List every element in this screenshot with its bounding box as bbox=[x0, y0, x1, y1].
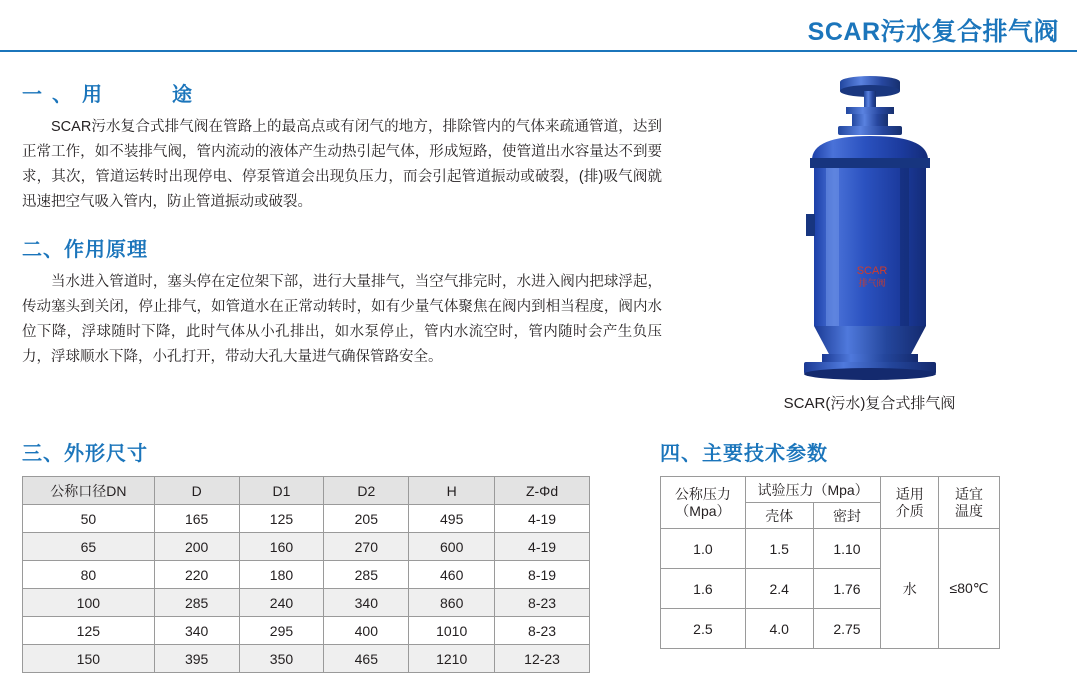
cell-d1: 180 bbox=[239, 561, 324, 589]
param-header-medium-line2: 介质 bbox=[895, 502, 924, 519]
param-header-test-pressure: 试验压力（Mpa） bbox=[745, 477, 881, 503]
param-cell-nominal: 2.5 bbox=[661, 609, 746, 649]
cell-d1: 160 bbox=[239, 533, 324, 561]
section-three-title: 三、外形尺寸 bbox=[22, 443, 148, 465]
cell-dn: 80 bbox=[23, 561, 155, 589]
param-header-medium-line1: 适用 bbox=[895, 485, 924, 502]
product-figure bbox=[672, 64, 1067, 413]
param-cell-shell: 2.4 bbox=[745, 569, 813, 609]
param-header-temperature bbox=[939, 477, 1000, 529]
cell-h: 1010 bbox=[409, 617, 495, 645]
table-row bbox=[23, 589, 590, 617]
valve-svg bbox=[760, 64, 980, 384]
cell-d1: 125 bbox=[239, 505, 324, 533]
section-four-title: 四、主要技术参数 bbox=[660, 443, 828, 465]
cell-dn: 65 bbox=[23, 533, 155, 561]
section-four bbox=[660, 437, 1060, 649]
param-header-seal: 密封 bbox=[813, 503, 881, 529]
table-row bbox=[23, 645, 590, 673]
cell-d2: 270 bbox=[324, 533, 409, 561]
param-header-nominal-line1: 公称压力 bbox=[674, 485, 731, 502]
svg-text:排气阀: 排气阀 bbox=[857, 278, 886, 288]
cell-d: 200 bbox=[154, 533, 239, 561]
param-header-shell: 壳体 bbox=[745, 503, 813, 529]
cell-dn: 150 bbox=[23, 645, 155, 673]
figure-caption: SCAR(污水)复合式排气阀 bbox=[783, 395, 956, 412]
parameter-table bbox=[660, 476, 1000, 649]
cell-zd: 4-19 bbox=[495, 533, 590, 561]
cell-zd: 8-23 bbox=[495, 589, 590, 617]
cell-d2: 340 bbox=[324, 589, 409, 617]
cell-d: 285 bbox=[154, 589, 239, 617]
table-header-row bbox=[23, 477, 590, 505]
section-two-title: 二、作用原理 bbox=[22, 239, 148, 261]
cell-d1: 295 bbox=[239, 617, 324, 645]
cell-d: 220 bbox=[154, 561, 239, 589]
dim-header-dn: 公称口径DN bbox=[23, 477, 155, 505]
cell-d: 340 bbox=[154, 617, 239, 645]
section-two-body: 当水进入管道时，塞头停在定位架下部，进行大量排气，当空气排完时，水进入阀内把球浮起，传动塞头到关闭，停止排气，如管道水在正常动转时，如有少量气体聚焦在阀内到相当程度，阀内水位下降，浮球随时下降，此时气体从小孔排出，如水泵停止，管内水流空时，管内随时会产生负压力，浮球顺水下降，小孔打开，带动大孔大量进气确保管路安全。 bbox=[22, 274, 662, 365]
table-row bbox=[23, 561, 590, 589]
param-cell-seal: 1.76 bbox=[813, 569, 881, 609]
cell-d2: 465 bbox=[324, 645, 409, 673]
param-header-nominal bbox=[661, 477, 746, 529]
cell-d2: 285 bbox=[324, 561, 409, 589]
cell-h: 495 bbox=[409, 505, 495, 533]
cell-zd: 4-19 bbox=[495, 505, 590, 533]
left-content-column bbox=[22, 78, 662, 388]
cell-dn: 50 bbox=[23, 505, 155, 533]
param-header-medium bbox=[881, 477, 939, 529]
cell-d2: 205 bbox=[324, 505, 409, 533]
cell-d2: 400 bbox=[324, 617, 409, 645]
param-cell-seal: 2.75 bbox=[813, 609, 881, 649]
table-row bbox=[23, 617, 590, 645]
param-cell-nominal: 1.0 bbox=[661, 529, 746, 569]
page-header bbox=[0, 0, 1077, 52]
table-header-row bbox=[661, 477, 1000, 503]
table-row bbox=[661, 529, 1000, 569]
cell-dn: 100 bbox=[23, 589, 155, 617]
dim-header-h: H bbox=[409, 477, 495, 505]
valve-illustration bbox=[760, 64, 980, 384]
cell-h: 460 bbox=[409, 561, 495, 589]
cell-dn: 125 bbox=[23, 617, 155, 645]
dim-header-d2: D2 bbox=[324, 477, 409, 505]
dim-header-zd: Z-Φd bbox=[495, 477, 590, 505]
section-three bbox=[22, 437, 632, 673]
dim-header-d: D bbox=[154, 477, 239, 505]
cell-d1: 240 bbox=[239, 589, 324, 617]
page-title: SCAR污水复合排气阀 bbox=[807, 18, 1059, 46]
section-one-title: 一、用 途 bbox=[22, 84, 202, 106]
param-header-nominal-line2: （Mpa） bbox=[675, 502, 731, 519]
cell-d: 165 bbox=[154, 505, 239, 533]
param-cell-seal: 1.10 bbox=[813, 529, 881, 569]
param-cell-nominal: 1.6 bbox=[661, 569, 746, 609]
cell-h: 860 bbox=[409, 589, 495, 617]
param-cell-temperature: ≤80℃ bbox=[939, 529, 1000, 649]
header-divider bbox=[0, 50, 1077, 52]
cell-zd: 12-23 bbox=[495, 645, 590, 673]
param-cell-medium: 水 bbox=[881, 529, 939, 649]
cell-zd: 8-19 bbox=[495, 561, 590, 589]
valve-body-label: SCAR bbox=[856, 265, 887, 277]
cell-d1: 350 bbox=[239, 645, 324, 673]
param-header-temp-line2: 温度 bbox=[955, 502, 984, 519]
cell-d: 395 bbox=[154, 645, 239, 673]
cell-h: 1210 bbox=[409, 645, 495, 673]
section-one-body: SCAR污水复合式排气阀在管路上的最高点或有闭气的地方，排除管内的气体来疏通管道，达到正常工作，如不装排气阀，管内流动的液体产生动热引起气体，形成短路，使管道出水容量达不到要求，其次，管道运转时出现停电、停泵管道会出现负压力，而会引起管道振动或破裂，(排)吸气阀就迅速把空气吸入管内，防止管道振动或破裂。 bbox=[22, 119, 662, 210]
dimension-table bbox=[22, 476, 590, 673]
table-row bbox=[23, 505, 590, 533]
param-cell-shell: 1.5 bbox=[745, 529, 813, 569]
cell-zd: 8-23 bbox=[495, 617, 590, 645]
table-row bbox=[23, 533, 590, 561]
param-cell-shell: 4.0 bbox=[745, 609, 813, 649]
cell-h: 600 bbox=[409, 533, 495, 561]
dim-header-d1: D1 bbox=[239, 477, 324, 505]
param-header-temp-line1: 适宜 bbox=[955, 485, 984, 502]
